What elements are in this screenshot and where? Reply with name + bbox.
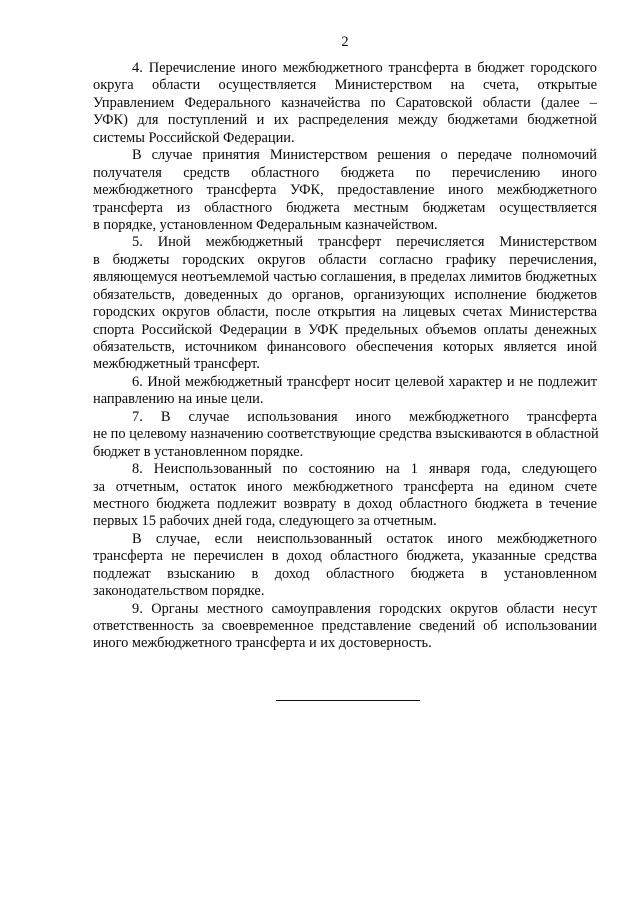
text-line: 9. Органы местного самоуправления городских округов области несут <box>132 600 597 617</box>
text-line: трансферта не перечислен в доход областного бюджета, указанные средства <box>93 548 597 565</box>
text-line: местного бюджета подлежит возврату в доход областного бюджета в течение <box>93 495 597 512</box>
text-line: трансферта из областного бюджета местным бюджетам осуществляется <box>93 199 597 216</box>
paragraph-item-9 <box>93 601 597 653</box>
paragraph-item-8 <box>93 461 597 531</box>
text-line: В случае принятия Министерством решения о передаче полномочий <box>132 147 597 164</box>
text-line: иного межбюджетного трансферта и их достоверность. <box>93 635 432 652</box>
paragraph-item-6 <box>93 374 597 409</box>
text-line: 4. Перечисление иного межбюджетного трансферта в бюджет городского <box>132 60 597 76</box>
text-line: В случае, если неиспользованный остаток иного межбюджетного <box>132 530 597 547</box>
text-line: УФК) для поступлений и их распределения между бюджетами бюджетной <box>93 112 597 129</box>
text-line: за отчетным, остаток иного межбюджетного трансферта на едином счете <box>93 478 597 495</box>
text-line: межбюджетного трансферта УФК, предоставление иного межбюджетного <box>93 182 597 199</box>
text-line: направлению на иные цели. <box>93 391 264 408</box>
text-line: бюджет в установленном порядке. <box>93 443 304 460</box>
text-line: первых 15 рабочих дней года, следующего за отчетным. <box>93 513 437 530</box>
text-line: обязательств, источником финансового обеспечения которых является иной <box>93 339 597 355</box>
text-line: законодательством порядке. <box>93 583 265 600</box>
text-line: Управлением Федерального казначейства по Саратовской области (далее – <box>93 94 597 111</box>
text-line: подлежат взысканию в доход областного бюджета в установленном <box>93 565 597 582</box>
paragraph-item-5 <box>93 234 597 374</box>
text-line: ответственность за своевременное представление сведений об использовании <box>93 618 597 634</box>
paragraph-item-4 <box>93 60 597 147</box>
document-body <box>93 60 597 653</box>
text-line: в бюджеты городских округов области согласно графику перечисления, <box>93 251 597 268</box>
text-line: не по целевому назначению соответствующие средства взыскиваются в областной <box>93 426 599 443</box>
text-line: городских округов области, после открытия на лицевых счетах Министерства <box>93 304 597 321</box>
text-line: 8. Неиспользованный по состоянию на 1 января года, следующего <box>132 461 597 478</box>
page-number: 2 <box>341 34 349 50</box>
end-separator-line <box>276 700 420 701</box>
paragraph-item-7 <box>93 409 597 461</box>
text-line: системы Российской Федерации. <box>93 129 295 146</box>
text-line: спорта Российской Федерации в УФК предельных объемов оплаты денежных <box>93 321 597 338</box>
paragraph-item-8-continuation <box>93 531 597 601</box>
text-line: получателя средств областного бюджета по перечислению иного <box>93 164 597 181</box>
text-line: являющемуся неотъемлемой частью соглашения, в пределах лимитов бюджетных <box>93 269 597 286</box>
paragraph-item-4-continuation <box>93 147 597 234</box>
text-line: округа области осуществляется Министерством на счета, открытые <box>93 77 597 94</box>
text-line: 6. Иной межбюджетный трансферт носит целевой характер и не подлежит <box>132 373 597 390</box>
text-line: обязательств, доведенных до органов, организующих исполнение бюджетов <box>93 286 597 303</box>
text-line: 5. Иной межбюджетный трансферт перечисляется Министерством <box>132 234 597 251</box>
text-line: межбюджетный трансферт. <box>93 356 260 373</box>
text-line: в порядке, установленном Федеральным казначейством. <box>93 216 438 233</box>
text-line: 7. В случае использования иного межбюджетного трансферта <box>132 408 597 425</box>
